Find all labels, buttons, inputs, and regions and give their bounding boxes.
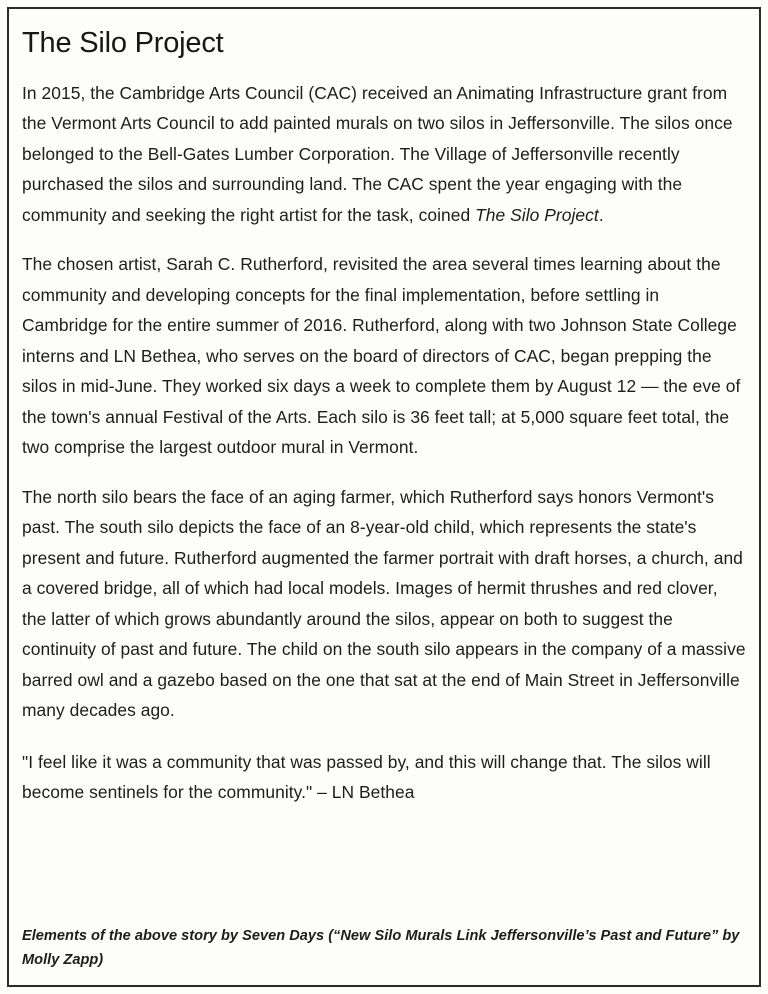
paragraph-1-title-mention: The Silo Project bbox=[475, 204, 599, 225]
paragraph-3 bbox=[22, 482, 746, 726]
paragraph-1-text-a: In 2015, the Cambridge Arts Council (CAC) received an Animating Infrastructure grant from the Vermont Arts Council to add painted murals on two silos in Jeffersonville. The silos once belonged to the Bell-Gates Lumber Corporation. The Village of Jeffersonville recently purchased the silos and surrounding land. The CAC spent the year engaging with the community and seeking the right artist for the task, coined bbox=[22, 82, 733, 225]
document-body bbox=[22, 20, 746, 808]
paragraph-2 bbox=[22, 249, 746, 463]
page-title: The Silo Project bbox=[22, 27, 224, 59]
source-attribution: Elements of the above story by Seven Days (“New Silo Murals Link Jeffersonville’s Past and Future” by Molly Zapp) bbox=[22, 928, 740, 968]
paragraph-1 bbox=[22, 78, 746, 231]
paragraph-3-text: The north silo bears the face of an aging farmer, which Rutherford says honors Vermont's past. The south silo depicts the face of an 8-year-old child, which represents the state's present and future. Rutherford augmented the farmer portrait with draft horses, a church, and a covered bridge, all of which had local models. Images of hermit thrushes and red clover, the latter of which grows abundantly around the silos, appear on both to suggest the continuity of past and future. The child on the south silo appears in the company of a massive barred owl and a gazebo based on the one that sat at the end of Main Street in Jeffersonville many decades ago. bbox=[22, 486, 746, 721]
paragraph-4-quote bbox=[22, 747, 746, 808]
paragraph-4-text: "I feel like it was a community that was passed by, and this will change that. The silos will become sentinels for the community." – LN Bethea bbox=[22, 751, 711, 803]
paragraph-2-text: The chosen artist, Sarah C. Rutherford, revisited the area several times learning about the community and developing concepts for the final implementation, before settling in Cambridge for the entire summer of 2016. Rutherford, along with two Johnson State College interns and LN Bethea, who serves on the board of directors of CAC, began prepping the silos in mid-June. They worked six days a week to complete them by August 12 — the eve of the town's annual Festival of the Arts. Each silo is 36 feet tall; at 5,000 square feet total, the two comprise the largest outdoor mural in Vermont. bbox=[22, 254, 741, 458]
paragraph-1-text-b: . bbox=[598, 204, 604, 225]
